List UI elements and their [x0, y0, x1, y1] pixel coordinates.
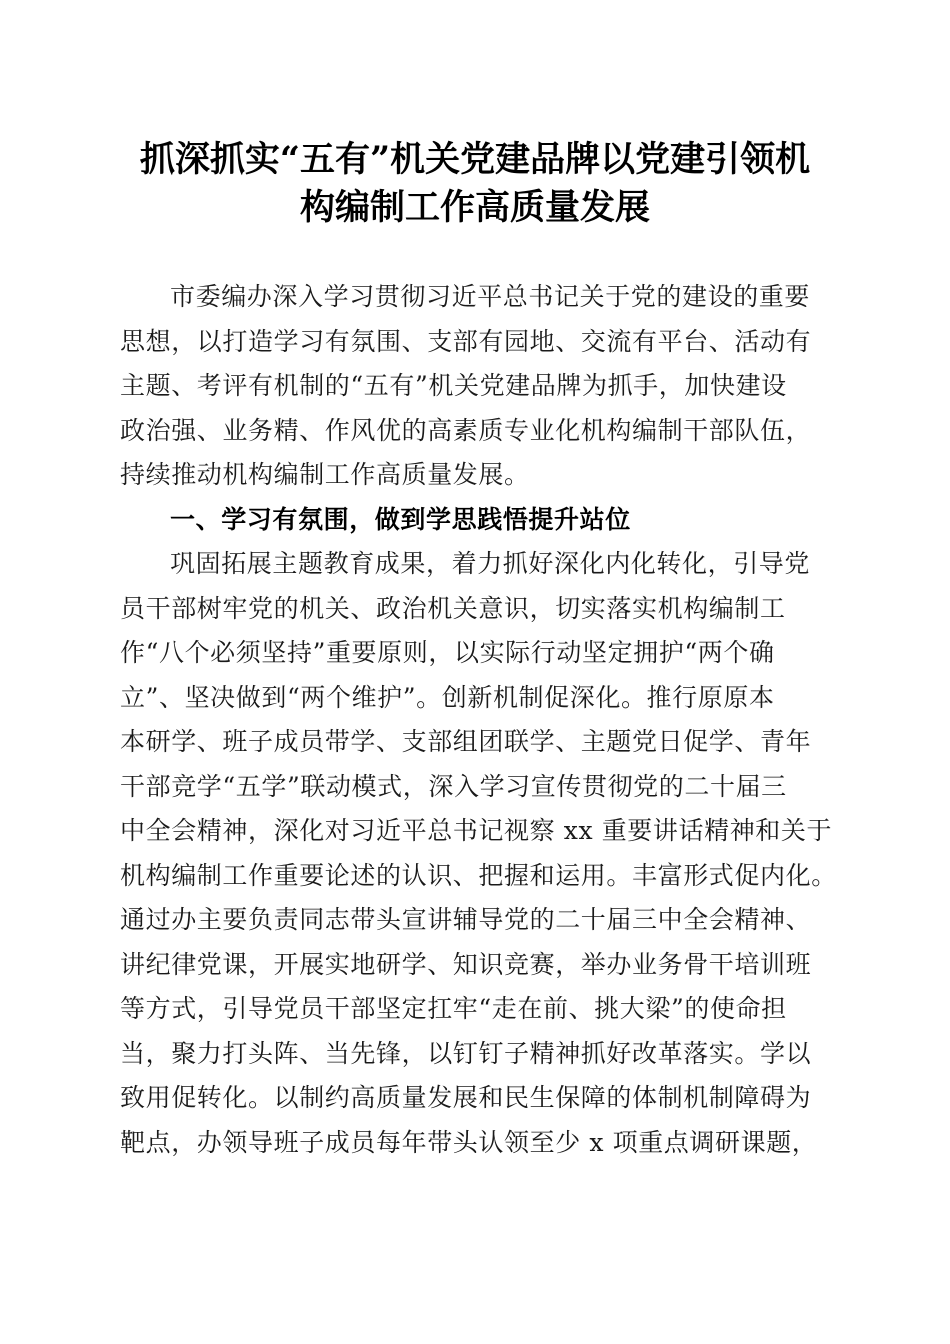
document-body	[120, 275, 837, 1165]
paragraph-line: 巩固拓展主题教育成果，着力抓好深化内化转化，引导党	[170, 549, 811, 578]
paragraph-line: 机构编制工作重要论述的认识、把握和运用。丰富形式促内化。	[120, 860, 837, 890]
paragraph-line: 当，聚力打头阵、当先锋，以钉钉子精神抓好改革落实。学以	[120, 1038, 812, 1068]
paragraph-line: 干部竞学“五学”联动模式，深入学习宣传贯彻党的二十届三	[120, 771, 787, 801]
title-line: 抓深抓实“五有”机关党建品牌以党建引领机	[139, 139, 811, 180]
paragraph-line: 员干部树牢党的机关、政治机关意识，切实落实机构编制工	[120, 593, 786, 623]
paragraph-line: 主题、考评有机制的“五有”机关党建品牌为抓手，加快建设	[120, 371, 787, 400]
paragraph-line: 中全会精神，深化对习近平总书记视察 xx 重要讲话精神和关于	[120, 816, 833, 845]
paragraph-line: 作“八个必须坚持”重要原则，以实际行动坚定拥护“两个确	[120, 638, 775, 667]
paragraph-line: 政治强、业务精、作风优的高素质专业化机构编制干部队伍，	[120, 415, 812, 445]
paragraph-line: 市委编办深入学习贯彻习近平总书记关于党的建设的重要	[170, 282, 811, 311]
paragraph-line: 本研学、班子成员带学、支部组团联学、主题党日促学、青年	[120, 727, 812, 756]
paragraph-line: 等方式，引导党员干部坚定扛牢“走在前、挑大梁”的使命担	[120, 994, 787, 1023]
paragraph-line: 讲纪律党课，开展实地研学、知识竞赛，举办业务骨干培训班	[120, 949, 812, 979]
paragraph-line: 立”、坚决做到“两个维护”。创新机制促深化。推行原原本	[120, 682, 775, 712]
paragraph-line: 思想，以打造学习有氛围、支部有园地、交流有平台、活动有	[120, 326, 812, 356]
paragraph-line: 通过办主要负责同志带头宣讲辅导党的二十届三中全会精神、	[120, 905, 812, 934]
paragraph-line: 致用促转化。以制约高质量发展和民生保障的体制机制障碍为	[120, 1083, 812, 1112]
section-heading: 一、学习有氛围，做到学思践悟提升站位	[170, 504, 631, 534]
paragraph-line: 持续推动机构编制工作高质量发展。	[120, 460, 530, 489]
title-line: 构编制工作高质量发展	[299, 187, 650, 228]
paragraph-line: 靶点，办领导班子成员每年带头认领至少 x 项重点调研课题，	[120, 1127, 818, 1157]
document-title	[100, 136, 850, 232]
